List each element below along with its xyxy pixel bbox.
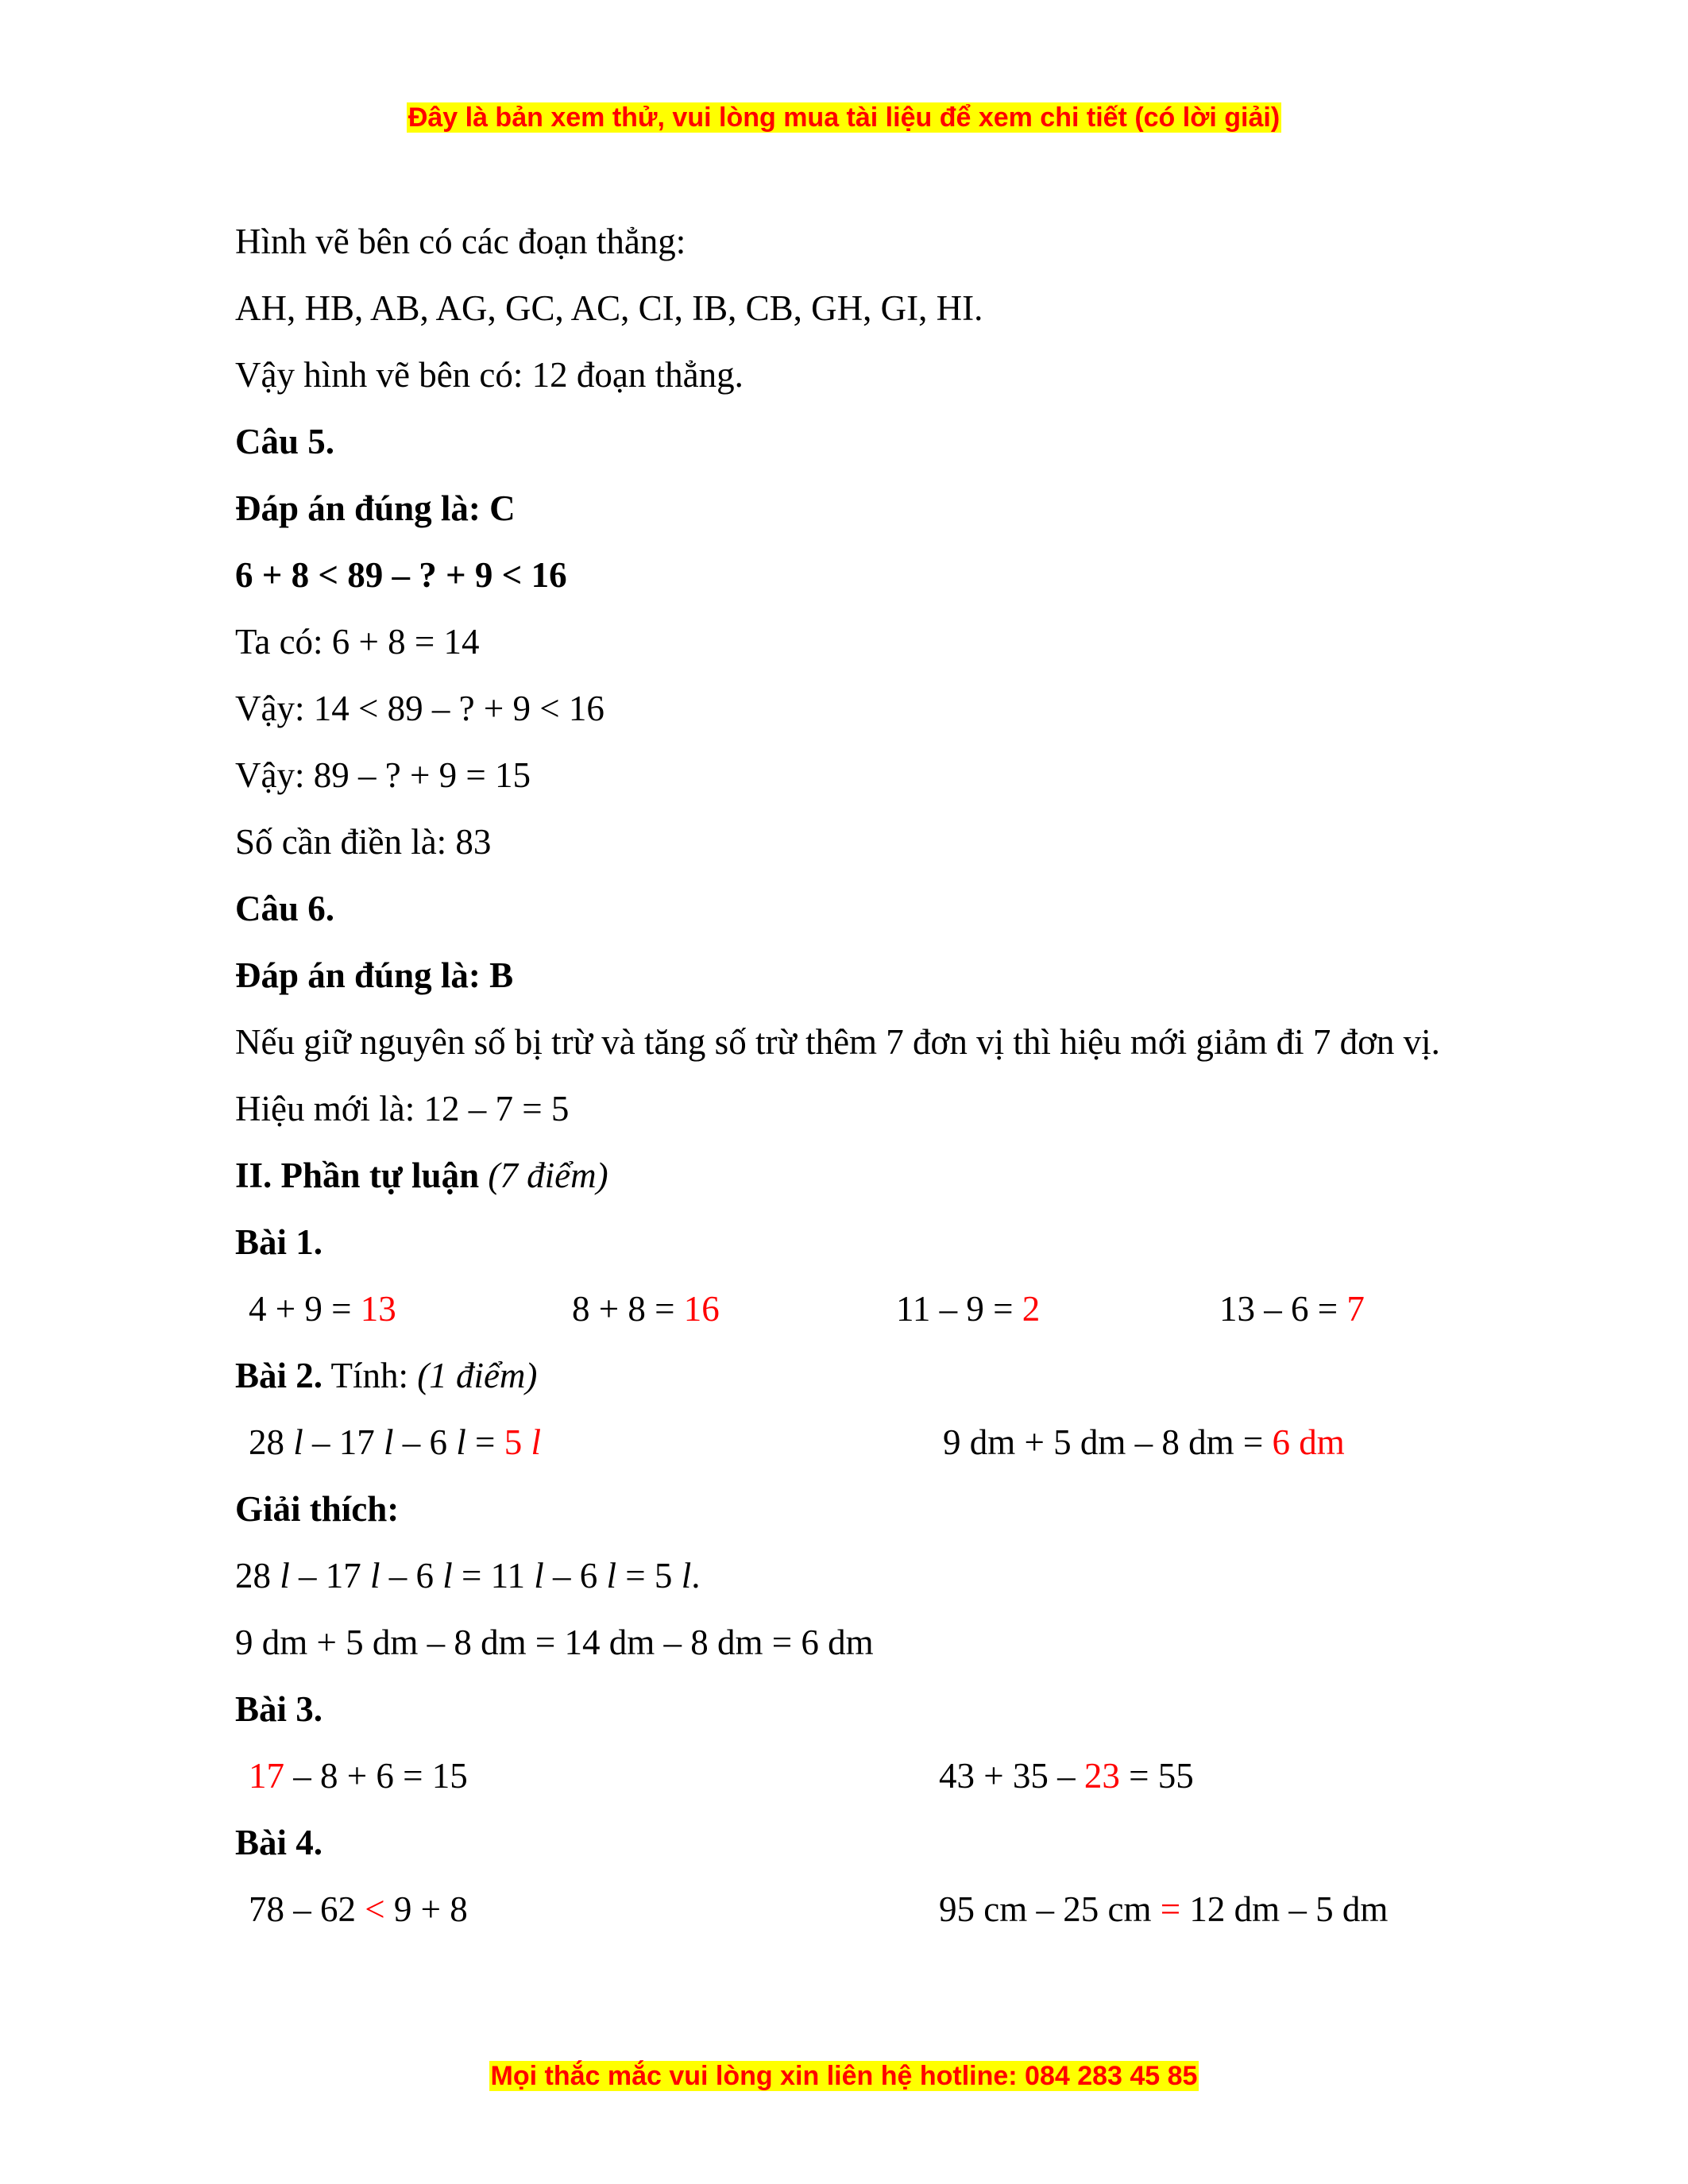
bai3-right: [939, 1742, 1194, 1809]
cau5-step-2: Vậy: 14 < 89 – ? + 9 < 16: [235, 689, 605, 728]
bai1-row: [235, 1275, 1522, 1342]
bai1-item-4-expr: 13 – 6 =: [1219, 1289, 1347, 1329]
unit: l: [534, 1556, 544, 1596]
text: = 55: [1119, 1756, 1194, 1796]
bai1-item-2: [572, 1275, 720, 1342]
answer: =: [1160, 1889, 1181, 1929]
document-body: [235, 208, 1522, 1943]
answer: 17: [249, 1756, 284, 1796]
preview-banner: [0, 102, 1688, 133]
intro-line-3: Vậy hình vẽ bên có: 12 đoạn thẳng.: [235, 355, 744, 395]
text: 9 dm + 5 dm – 8 dm =: [943, 1422, 1273, 1462]
text: – 17: [289, 1556, 371, 1596]
text: .: [691, 1556, 701, 1596]
hotline-banner: [0, 2060, 1688, 2092]
bai2-explain-title: Giải thích:: [235, 1489, 400, 1529]
bai1-item-3: [896, 1275, 1040, 1342]
part2-heading: [235, 1142, 1522, 1209]
bai1-item-4-answer: 7: [1346, 1289, 1365, 1329]
bai2-left: [249, 1409, 541, 1476]
bai2-points: (1 điểm): [417, 1356, 538, 1395]
intro-line-2: AH, HB, AB, AG, GC, AC, CI, IB, CB, GH, GI, HI.: [235, 288, 983, 328]
part2-title: II. Phần tự luận: [235, 1156, 480, 1195]
text: 12 dm – 5 dm: [1180, 1889, 1389, 1929]
answer-unit: l: [531, 1422, 541, 1462]
cau5-answer: Đáp án đúng là: C: [235, 488, 516, 528]
preview-banner-text: Đây là bản xem thử, vui lòng mua tài liệu để xem chi tiết (có lời giải): [408, 102, 1280, 133]
bai4-row: [235, 1876, 1522, 1943]
text: = 5: [616, 1556, 682, 1596]
text: =: [465, 1422, 504, 1462]
cau6-step-1: Nếu giữ nguyên số bị trừ và tăng số trừ thêm 7 đơn vị thì hiệu mới giảm đi 7 đơn vị.: [235, 1022, 1440, 1062]
answer: 23: [1083, 1756, 1120, 1796]
answer: <: [365, 1889, 385, 1929]
bai1-item-2-answer: 16: [683, 1289, 720, 1329]
text: 9 + 8: [384, 1889, 468, 1929]
cau6-answer: Đáp án đúng là: B: [235, 955, 514, 995]
bai3-left: [249, 1742, 468, 1809]
unit: l: [370, 1556, 380, 1596]
cau5-title: Câu 5.: [235, 422, 335, 461]
unit: l: [456, 1422, 466, 1462]
text: – 6: [393, 1422, 457, 1462]
hotline-banner-text: Mọi thắc mắc vui lòng xin liên hệ hotline: 084 283 45 85: [490, 2061, 1198, 2091]
bai4-right: [939, 1876, 1388, 1943]
text: – 8 + 6 = 15: [284, 1756, 468, 1796]
text: 28: [249, 1422, 294, 1462]
intro-line-1: Hình vẽ bên có các đoạn thẳng:: [235, 222, 686, 261]
unit: l: [280, 1556, 290, 1596]
bai1-item-3-answer: 2: [1022, 1289, 1041, 1329]
bai2-title: Bài 2.: [235, 1356, 323, 1395]
bai2-row: [235, 1409, 1522, 1476]
bai2-heading: [235, 1342, 1522, 1409]
part2-points: (7 điểm): [488, 1156, 608, 1195]
bai1-item-1: [249, 1275, 396, 1342]
bai2-explain-1: [235, 1542, 1522, 1609]
bai2-label: Tính:: [323, 1356, 418, 1395]
unit: l: [681, 1556, 692, 1596]
bai1-item-2-expr: 8 + 8 =: [572, 1289, 684, 1329]
bai1-item-3-expr: 11 – 9 =: [896, 1289, 1022, 1329]
text: – 6: [543, 1556, 607, 1596]
cau5-step-4: Số cần điền là: 83: [235, 822, 492, 862]
bai4-title: Bài 4.: [235, 1823, 323, 1862]
text: – 6: [380, 1556, 443, 1596]
bai1-title: Bài 1.: [235, 1222, 323, 1262]
text: 95 cm – 25 cm: [939, 1889, 1161, 1929]
answer: 6 dm: [1272, 1422, 1345, 1462]
cau6-step-2: Hiệu mới là: 12 – 7 = 5: [235, 1089, 570, 1129]
text: – 17: [303, 1422, 384, 1462]
bai1-item-1-answer: 13: [360, 1289, 396, 1329]
bai2-explain-2: 9 dm + 5 dm – 8 dm = 14 dm – 8 dm = 6 dm: [235, 1623, 874, 1662]
bai3-title: Bài 3.: [235, 1689, 323, 1729]
text: 78 – 62: [249, 1889, 365, 1929]
cau6-title: Câu 6.: [235, 889, 335, 928]
text: 43 + 35 –: [939, 1756, 1084, 1796]
text: 28: [235, 1556, 280, 1596]
cau5-step-3: Vậy: 89 – ? + 9 = 15: [235, 755, 531, 795]
bai1-item-4: [1219, 1275, 1365, 1342]
cau5-step-1: Ta có: 6 + 8 = 14: [235, 622, 480, 662]
cau5-expression: 6 + 8 < 89 – ? + 9 < 16: [235, 555, 567, 595]
unit: l: [384, 1422, 394, 1462]
bai3-row: [235, 1742, 1522, 1809]
answer: 5: [504, 1422, 531, 1462]
unit: l: [442, 1556, 453, 1596]
bai2-right: [943, 1409, 1345, 1476]
bai4-left: [249, 1876, 468, 1943]
bai1-item-1-expr: 4 + 9 =: [249, 1289, 361, 1329]
unit: l: [293, 1422, 303, 1462]
text: = 11: [452, 1556, 535, 1596]
unit: l: [606, 1556, 617, 1596]
